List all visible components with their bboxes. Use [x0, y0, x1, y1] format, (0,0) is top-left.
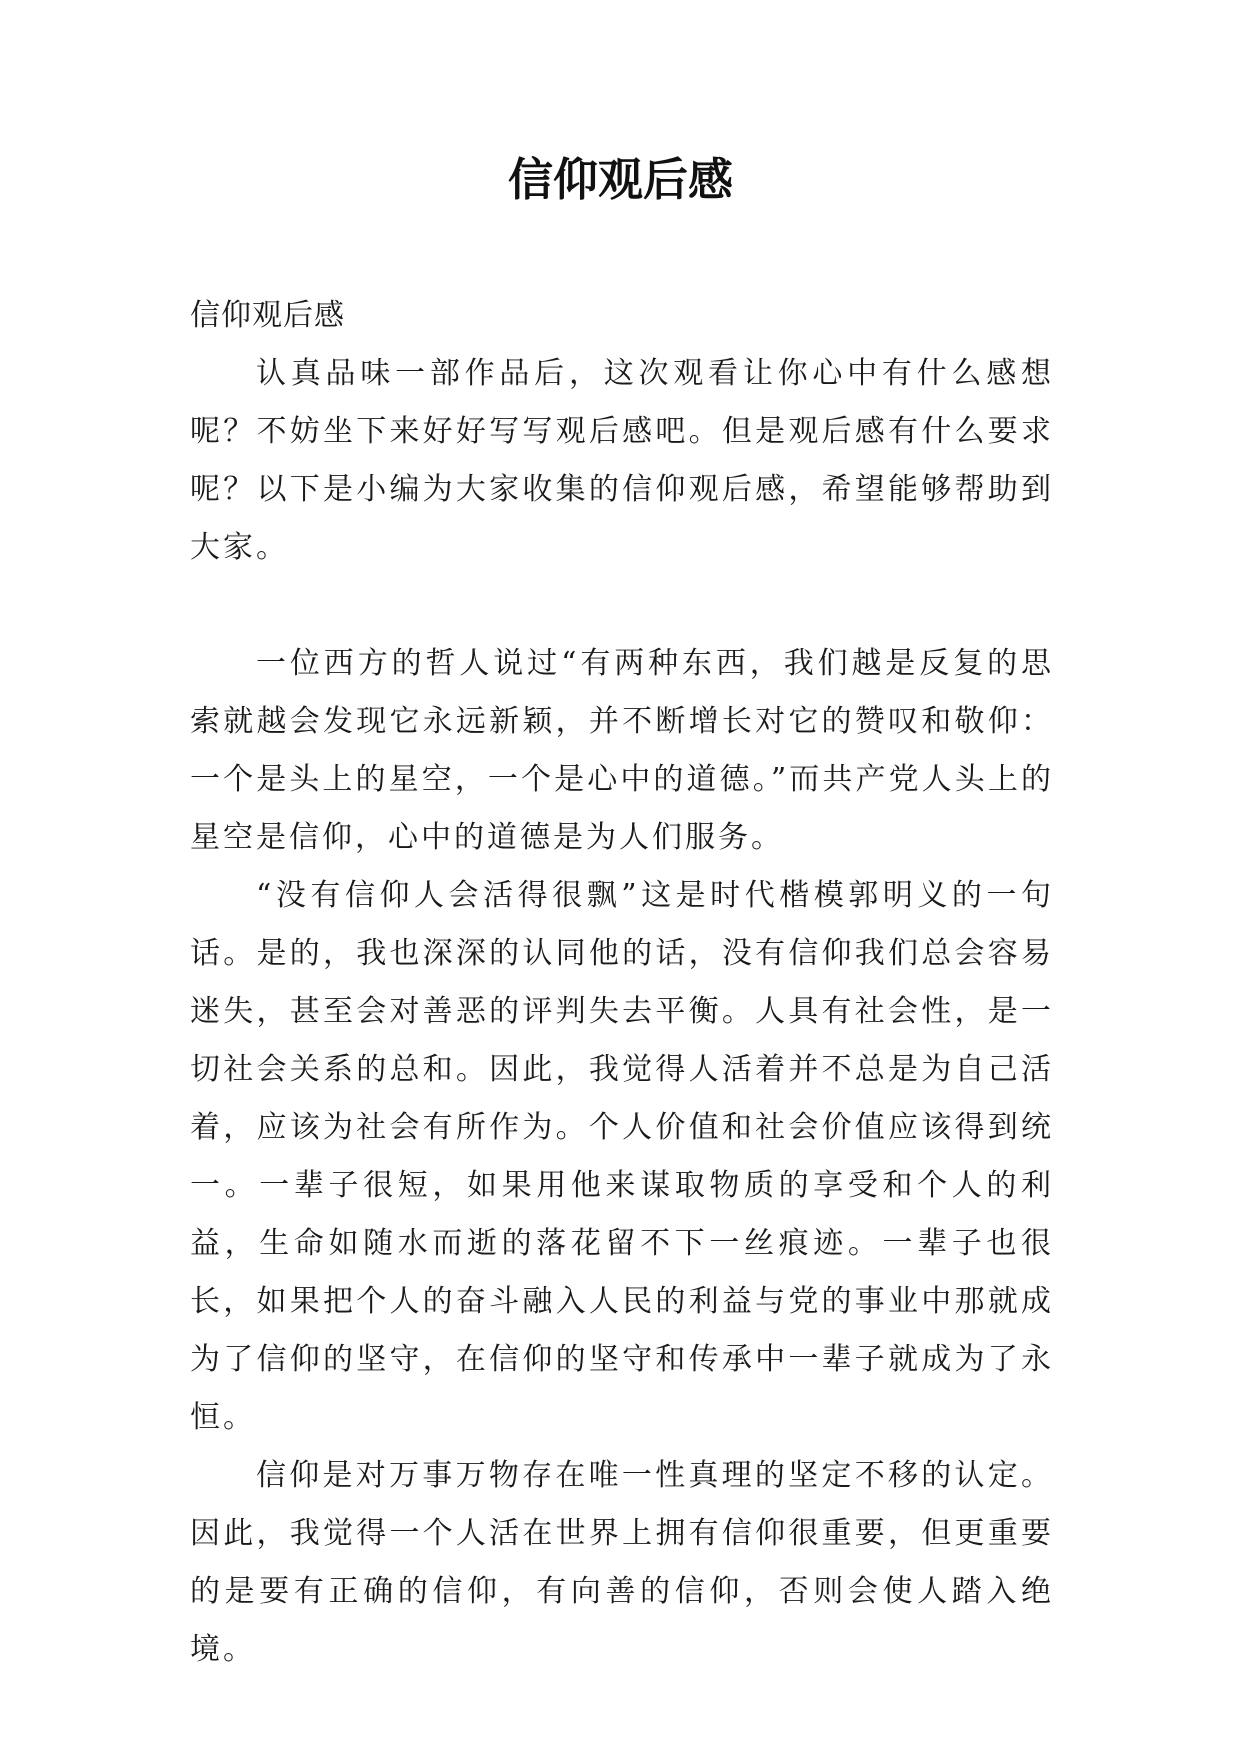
paragraph-intro: 认真品味一部作品后，这次观看让你心中有什么感想呢？不妨坐下来好好写写观后感吧。但是观后感有什么要求呢？以下是小编为大家收集的信仰观后感，希望能够帮助到大家。: [190, 356, 1054, 565]
document-body: [190, 287, 1054, 1679]
paragraph-faith-meaning: “没有信仰人会活得很飘”这是时代楷模郭明义的一句话。是的，我也深深的认同他的话，没有信仰我们总会容易迷失，甚至会对善恶的评判失去平衡。人具有社会性，是一切社会关系的总和。因此，我觉得人活着并不总是为自己活着，应该为社会有所作为。个人价值和社会价值应该得到统一。一辈子很短，如果用他来谋取物质的享受和个人的利益，生命如随水而逝的落花留不下一丝痕迹。一辈子也很长，如果把个人的奋斗融入人民的利益与党的事业中那就成为了信仰的坚守，在信仰的坚守和传承中一辈子就成为了永恒。: [190, 878, 1054, 1435]
document-subtitle: 信仰观后感: [190, 298, 345, 333]
paragraph-faith-definition: 信仰是对万事万物存在唯一性真理的坚定不移的认定。因此，我觉得一个人活在世界上拥有信仰很重要，但更重要的是要有正确的信仰，有向善的信仰，否则会使人踏入绝境。: [190, 1458, 1054, 1667]
paragraph-philosopher-quote: 一位西方的哲人说过“有两种东西，我们越是反复的思索就越会发现它永远新颖，并不断增长对它的赞叹和敬仰：一个是头上的星空，一个是心中的道德。”而共产党人头上的星空是信仰，心中的道德是为人们服务。: [190, 646, 1054, 855]
paragraph-spacer: [190, 577, 1054, 635]
document-title: 信仰观后感: [507, 153, 733, 206]
